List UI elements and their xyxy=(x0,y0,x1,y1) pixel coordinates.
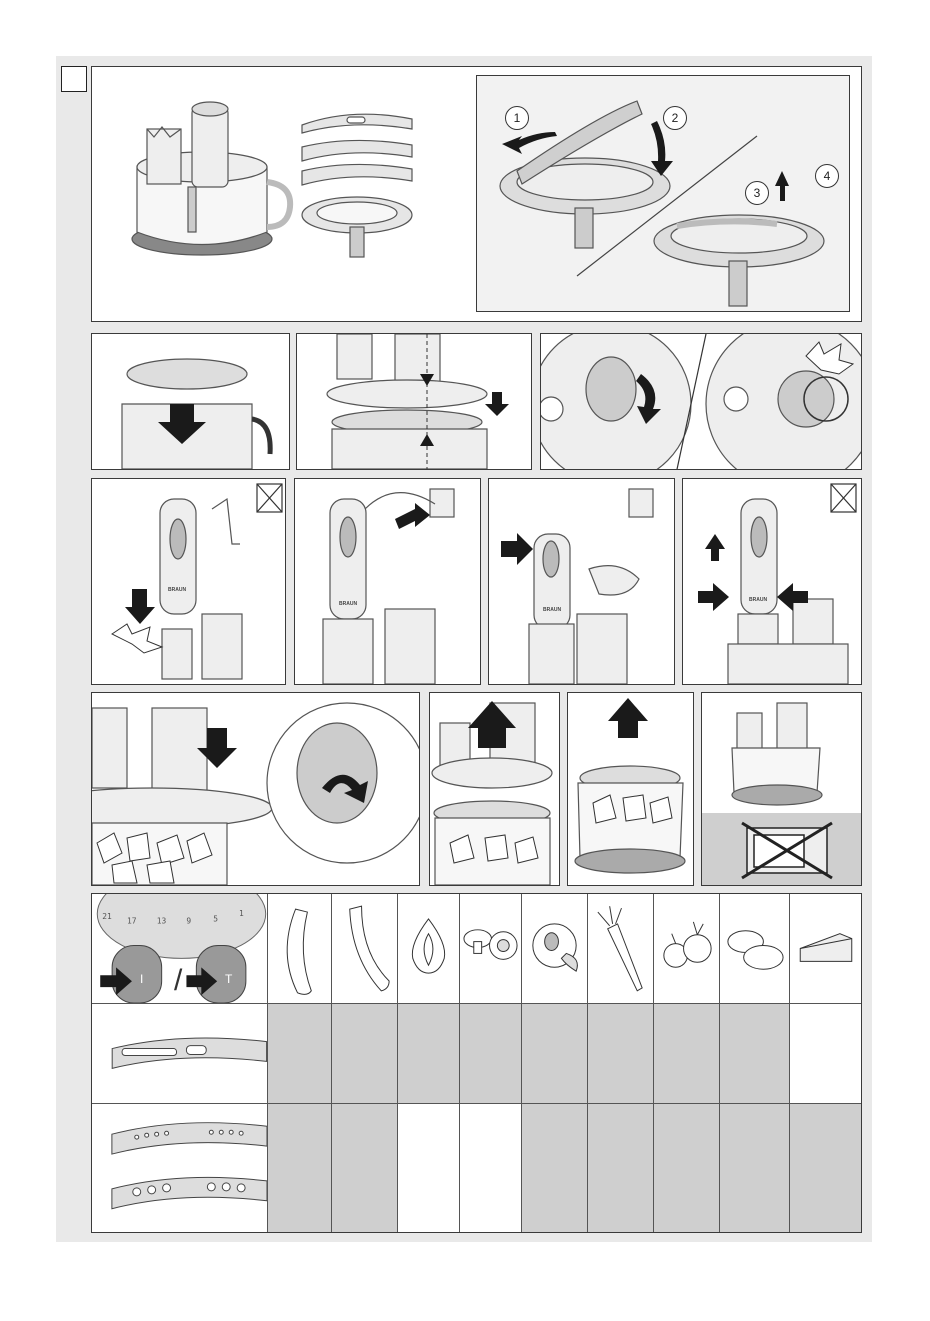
food-mushroom-cell xyxy=(460,894,522,1004)
step-attach-lid-panel xyxy=(296,333,532,470)
grating-insert-icon xyxy=(92,1104,267,1232)
step-number-3: 3 xyxy=(745,181,769,205)
overview-panel xyxy=(91,66,862,322)
slicing-apple-cell xyxy=(522,1004,588,1104)
food-carrot-cell xyxy=(588,894,654,1004)
dial-num-13: 13 xyxy=(156,916,167,926)
food-cheese-cell xyxy=(790,894,861,1004)
step-number-2: 2 xyxy=(663,106,687,130)
step-lock-lid-panel xyxy=(540,333,862,470)
step-insert-disc-panel xyxy=(91,333,290,470)
beetroot-icon xyxy=(654,894,719,1003)
slicing-insert-cell xyxy=(92,1004,268,1104)
assembly-illustration xyxy=(477,76,849,311)
grating-mushroom-cell xyxy=(460,1104,522,1232)
food-potato-cell xyxy=(720,894,790,1004)
step-attach-motor-panel xyxy=(91,478,286,685)
step-number-4: 4 xyxy=(815,164,839,188)
motor-brand: BRAUN xyxy=(168,587,187,593)
insert-plates-icon xyxy=(302,114,412,257)
remove-disc-illustration xyxy=(568,693,693,885)
processor-bowl-icon xyxy=(132,102,290,255)
dial-num-5: 5 xyxy=(213,914,218,924)
no-plug-icon-2 xyxy=(831,484,856,512)
cheese-icon xyxy=(790,894,861,1003)
grating-cheese-cell xyxy=(790,1104,861,1232)
plug-in-illustration xyxy=(295,479,480,684)
grating-insert-cell xyxy=(92,1104,268,1232)
step-plug-in-panel xyxy=(294,478,481,685)
assembly-inset xyxy=(476,75,850,312)
dial-num-9: 9 xyxy=(186,916,192,926)
grating-cucumber-cell xyxy=(268,1104,332,1232)
food-zucchini-cell xyxy=(332,894,398,1004)
cucumber-icon xyxy=(268,894,331,1003)
no-microwave-panel xyxy=(701,692,862,886)
food-cucumber-cell xyxy=(268,894,332,1004)
attach-motor-illustration xyxy=(92,479,285,684)
speed-separator: / xyxy=(174,964,183,997)
speed-button-i: I xyxy=(140,972,144,986)
dial-num-17: 17 xyxy=(126,916,137,926)
section-marker xyxy=(61,66,87,92)
motor-brand-3: BRAUN xyxy=(543,607,562,613)
slicing-mushroom-cell xyxy=(460,1004,522,1104)
step-release-lid-panel xyxy=(91,692,420,886)
food-beetroot-cell xyxy=(654,894,720,1004)
food-usage-table xyxy=(91,893,862,1233)
carrot-icon xyxy=(588,894,653,1003)
slicing-potato-cell xyxy=(720,1004,790,1104)
step-press-button-panel xyxy=(488,478,675,685)
apple-icon xyxy=(522,894,587,1003)
grating-beetroot-cell xyxy=(654,1104,720,1232)
insert-disc-illustration xyxy=(92,334,289,469)
slicing-beetroot-cell xyxy=(654,1004,720,1104)
slicing-onion-cell xyxy=(398,1004,460,1104)
slicing-zucchini-cell xyxy=(332,1004,398,1104)
release-lid-illustration xyxy=(92,693,419,885)
dial-num-21: 21 xyxy=(102,911,112,921)
lift-lid-illustration xyxy=(430,693,559,885)
grating-potato-cell xyxy=(720,1104,790,1232)
grating-apple-cell xyxy=(522,1104,588,1232)
slicing-cucumber-cell xyxy=(268,1004,332,1104)
motor-brand-4: BRAUN xyxy=(749,597,768,603)
slicing-carrot-cell xyxy=(588,1004,654,1104)
potato-icon xyxy=(720,894,789,1003)
no-microwave-illustration xyxy=(702,693,861,885)
lock-lid-illustration xyxy=(541,334,861,469)
microwave-icon xyxy=(742,823,832,878)
slicing-cheese-cell xyxy=(790,1004,861,1104)
slicing-insert-icon xyxy=(92,1004,267,1103)
remove-motor-illustration xyxy=(683,479,861,684)
press-button-illustration xyxy=(489,479,674,684)
grating-onion-cell xyxy=(398,1104,460,1232)
grating-carrot-cell xyxy=(588,1104,654,1232)
step-lift-lid-panel xyxy=(429,692,560,886)
speed-setting-cell xyxy=(92,894,268,1004)
step-remove-motor-panel xyxy=(682,478,862,685)
mushroom-icon xyxy=(460,894,521,1003)
food-onion-cell xyxy=(398,894,460,1004)
grating-zucchini-cell xyxy=(332,1104,398,1232)
motor-brand-2: BRAUN xyxy=(339,601,358,607)
dial-num-1: 1 xyxy=(238,908,244,918)
no-plug-icon xyxy=(257,484,282,512)
food-apple-cell xyxy=(522,894,588,1004)
onion-icon xyxy=(398,894,459,1003)
speed-button-t: T xyxy=(225,972,233,986)
zucchini-icon xyxy=(332,894,397,1003)
step-remove-disc-panel xyxy=(567,692,694,886)
step-number-1: 1 xyxy=(505,106,529,130)
attach-lid-illustration xyxy=(297,334,531,469)
